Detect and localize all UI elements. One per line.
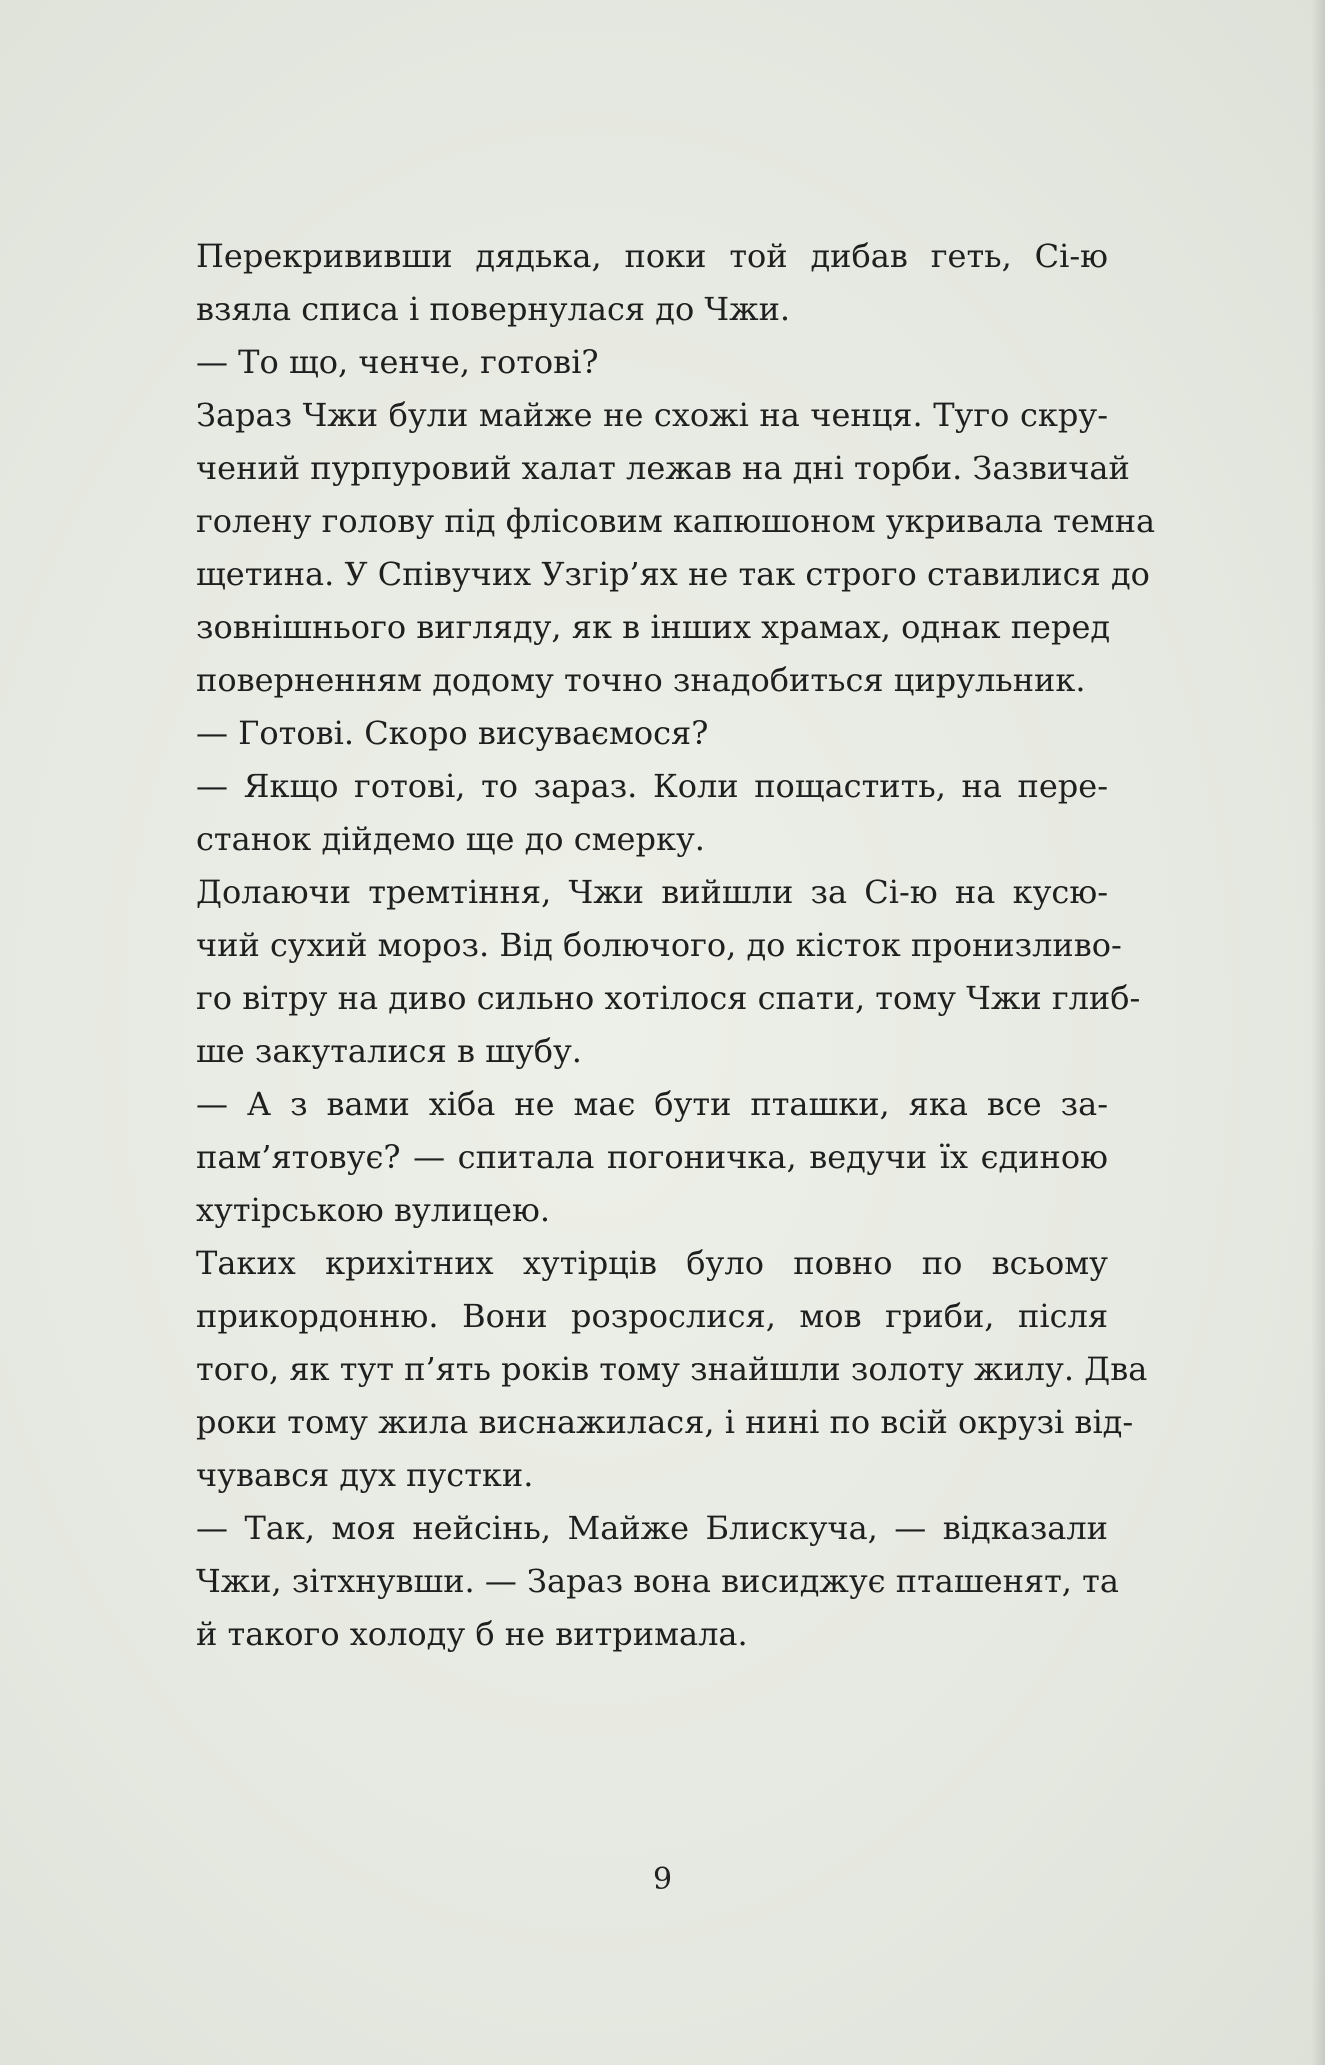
page-number: 9 xyxy=(652,1862,673,1897)
text-line: — А з вами хіба не має бути пташки, яка все за- xyxy=(196,1085,1108,1123)
paragraph xyxy=(196,336,1108,389)
paragraph xyxy=(196,230,1108,336)
paragraph xyxy=(196,389,1156,707)
text-line: ше закуталися в шубу. xyxy=(196,1032,582,1070)
text-line: щетина. У Співучих Узгір’ях не так строго ставилися до xyxy=(196,555,1150,593)
text-line: чений пурпуровий халат лежав на дні торби. Зазвичай xyxy=(196,449,1130,487)
text-line: хутірською вулицею. xyxy=(196,1191,550,1229)
text-line: голену голову під флісовим капюшоном укривала темна xyxy=(196,502,1156,540)
paragraph xyxy=(196,1237,1148,1502)
text-line: й такого холоду б не витримала. xyxy=(196,1615,748,1653)
text-line: Таких крихітних хутірців було повно по всьому xyxy=(196,1244,1108,1282)
paragraph xyxy=(196,1502,1119,1661)
text-line: станок дійдемо ще до смерку. xyxy=(196,820,705,858)
text-line: — Готові. Скоро висуваємося? xyxy=(196,714,709,752)
paragraph xyxy=(196,1078,1108,1237)
paragraph xyxy=(196,866,1141,1078)
text-line: прикордонню. Вони розрослися, мов гриби, після xyxy=(196,1297,1108,1335)
text-line: — То що, ченче, готові? xyxy=(196,343,599,381)
text-line: — Якщо готові, то зараз. Коли пощастить, на пере- xyxy=(196,767,1108,805)
body-text xyxy=(196,230,1156,1661)
text-line: — Так, моя нейсінь, Майже Блискуча, — відказали xyxy=(196,1509,1108,1547)
text-line: Чжи, зітхнувши. — Зараз вона висиджує пташенят, та xyxy=(196,1562,1119,1600)
text-line: пам’ятовує? — спитала погоничка, ведучи їх єдиною xyxy=(196,1138,1108,1176)
text-line: го вітру на диво сильно хотілося спати, тому Чжи глиб- xyxy=(196,979,1141,1017)
text-line: поверненням додому точно знадобиться цирульник. xyxy=(196,661,1086,699)
text-line: взяла списа і повернулася до Чжи. xyxy=(196,290,791,328)
text-line: зовнішнього вигляду, як в інших храмах, однак перед xyxy=(196,608,1111,646)
page-edge-shadow xyxy=(1311,0,1325,2065)
text-line: Зараз Чжи були майже не схожі на ченця. Туго скру- xyxy=(196,396,1108,434)
text-line: Перекрививши дядька, поки той дибав геть, Сі-ю xyxy=(196,237,1108,275)
paragraph xyxy=(196,707,1108,760)
text-line: того, як тут п’ять років тому знайшли золоту жилу. Два xyxy=(196,1350,1148,1388)
text-line: роки тому жила виснажилася, і нині по всій окрузі від- xyxy=(196,1403,1134,1441)
text-line: Долаючи тремтіння, Чжи вийшли за Сі-ю на кусю- xyxy=(196,873,1108,911)
text-line: чий сухий мороз. Від болючого, до кісток пронизливо- xyxy=(196,926,1122,964)
text-line: чувався дух пустки. xyxy=(196,1456,534,1494)
paragraph xyxy=(196,760,1108,866)
